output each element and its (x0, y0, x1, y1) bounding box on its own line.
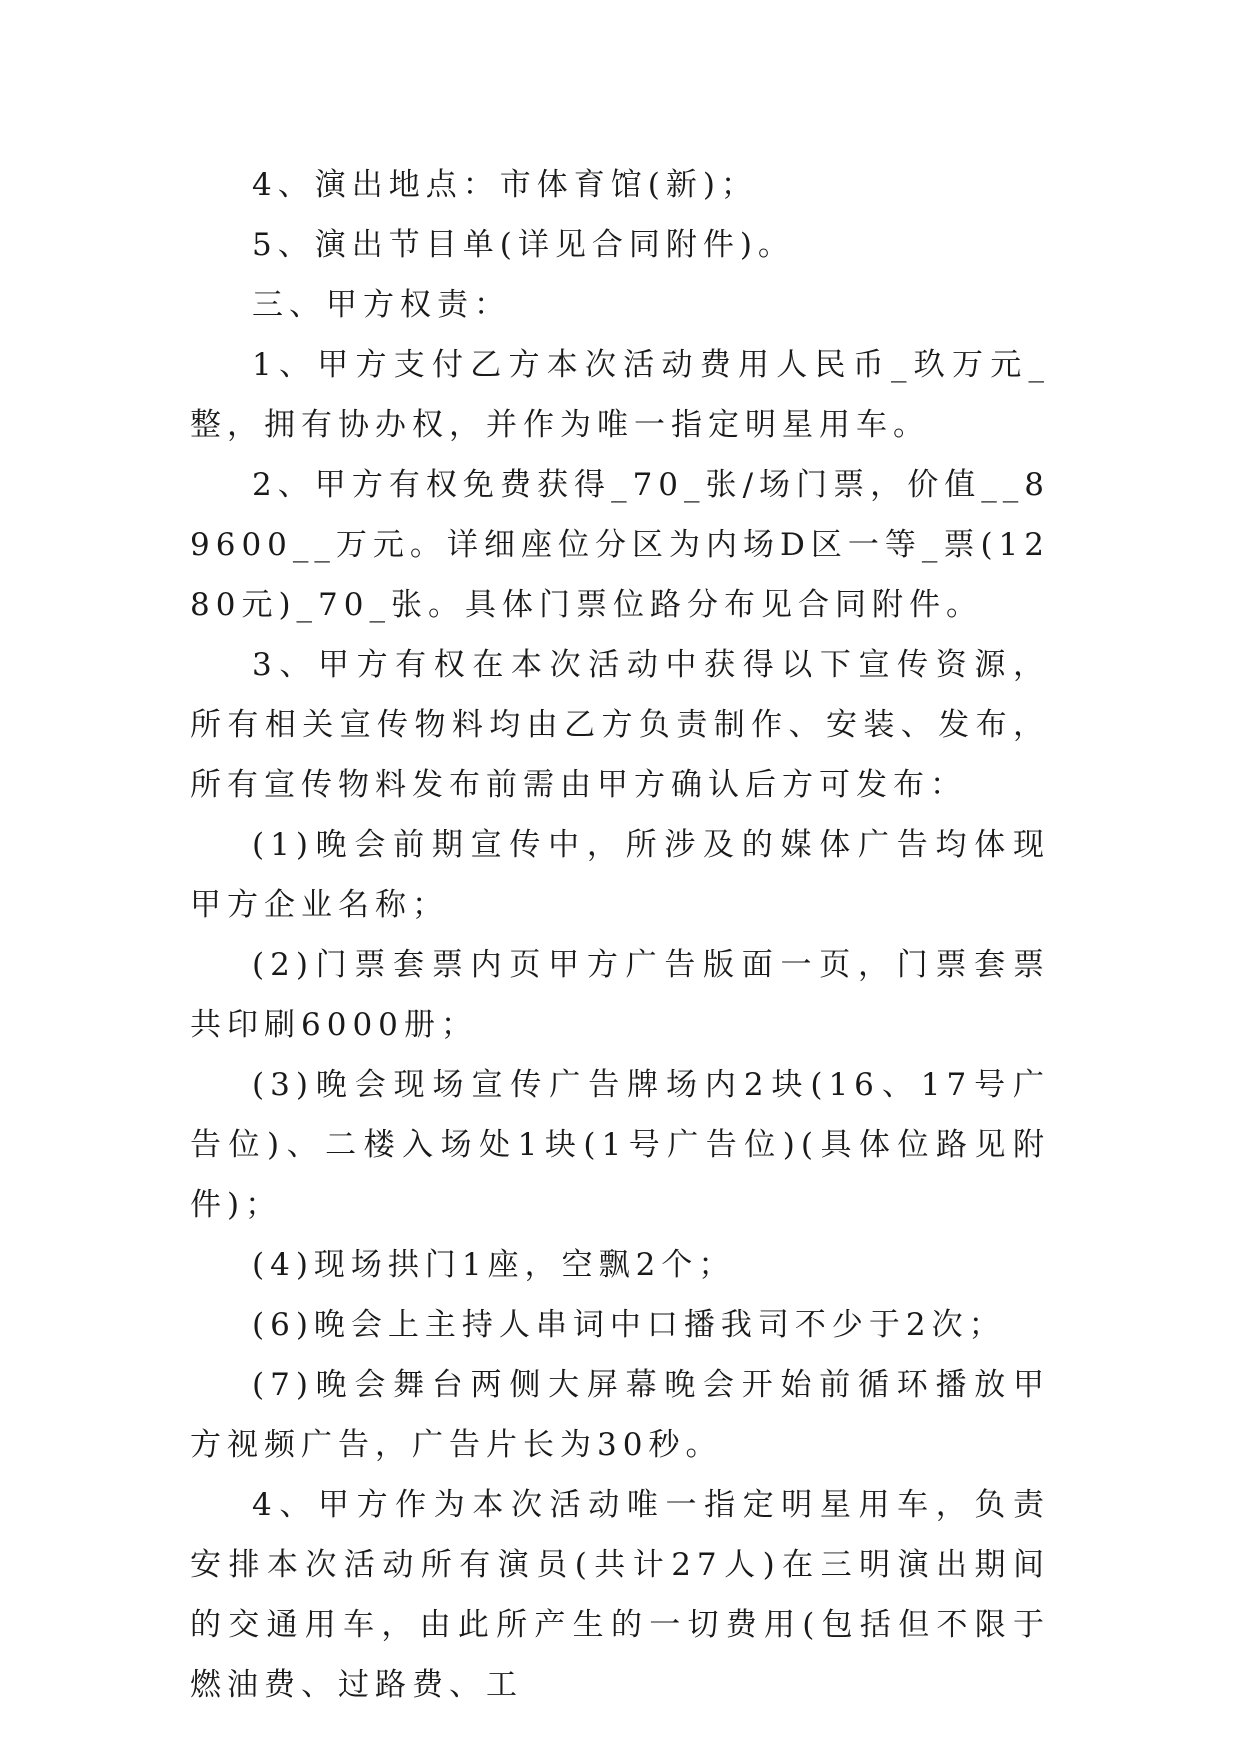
list-item-arch-balloons: (4)现场拱门1座，空飘2个； (252, 1247, 736, 1283)
paragraph-promotion-resources: 3、甲方有权在本次活动中获得以下宣传资源，所有相关宣传物料均由乙方负责制作、安装、发布，所有宣传物料发布前需由甲方确认后方可发布： (190, 647, 1050, 803)
paragraph-venue: 4、演出地点：市体育馆(新)； (252, 167, 758, 203)
list-item-media-ads: (1)晚会前期宣传中，所涉及的媒体广告均体现甲方企业名称； (190, 827, 1050, 923)
section-heading-party-a-rights: 三、甲方权责： (252, 287, 511, 323)
paragraph-tickets: 2、甲方有权免费获得_70_张/场门票，价值__89600__万元。详细座位分区为内场D区一等_票(1280元)_70_张。具体门票位路分布见合同附件。 (190, 467, 1050, 623)
list-item-host-mentions: (6)晚会上主持人串词中口播我司不少于2次； (252, 1307, 1006, 1343)
list-item-billboards: (3)晚会现场宣传广告牌场内2块(16、17号广告位)、二楼入场处1块(1号广告位)(具体位路见附件)； (190, 1067, 1050, 1223)
paragraph-transport: 4、甲方作为本次活动唯一指定明星用车，负责安排本次活动所有演员(共计27人)在三明演出期间的交通用车，由此所产生的一切费用(包括但不限于燃油费、过路费、工 (190, 1487, 1050, 1703)
list-item-ticket-ad-page: (2)门票套票内页甲方广告版面一页，门票套票共印刷6000册； (190, 947, 1050, 1043)
paragraph-program: 5、演出节目单(详见合同附件)。 (252, 227, 795, 263)
document-page (190, 155, 1050, 1715)
list-item-video-ads: (7)晚会舞台两侧大屏幕晚会开始前循环播放甲方视频广告，广告片长为30秒。 (190, 1367, 1050, 1463)
paragraph-payment: 1、甲方支付乙方本次活动费用人民币_玖万元_整，拥有协办权，并作为唯一指定明星用车。 (190, 347, 1050, 443)
